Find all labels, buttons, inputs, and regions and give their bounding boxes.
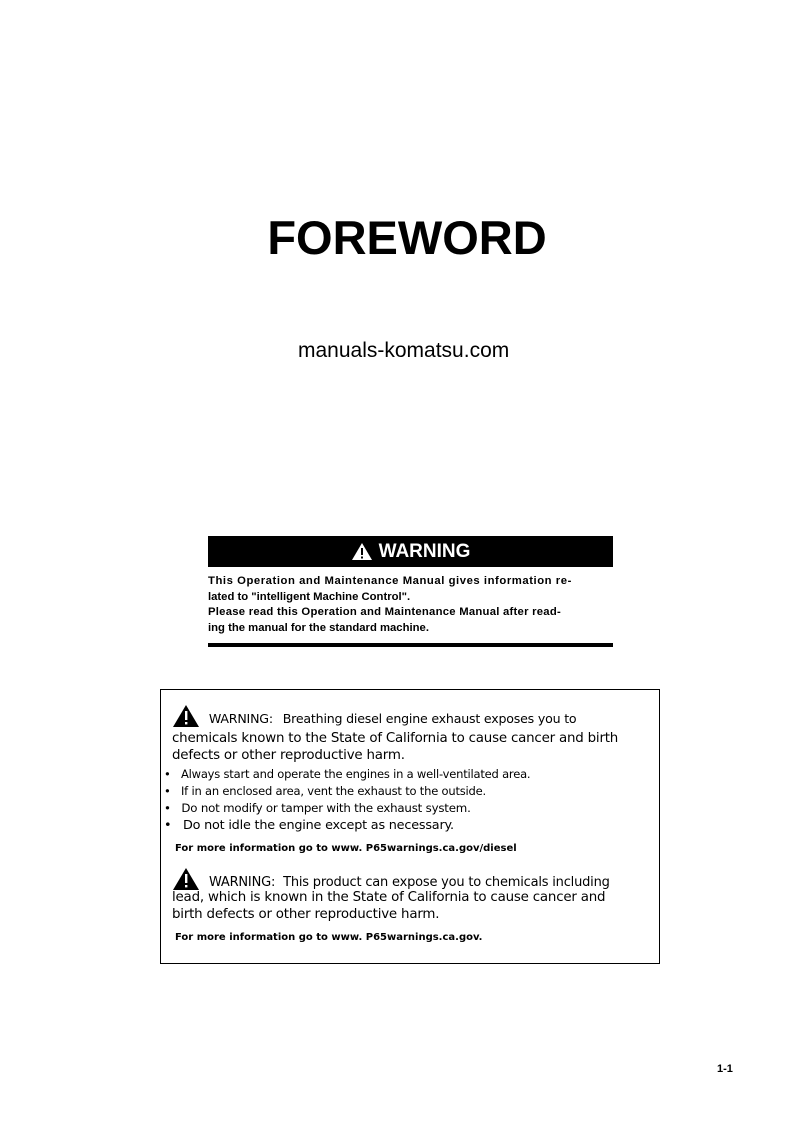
prop65-warning-2-heading: WARNING: This product can expose you to chemicals including — [173, 868, 610, 890]
warning-text-line: Please read this Operation and Maintenance Manual after read- — [208, 606, 561, 618]
warning-divider — [208, 643, 613, 647]
more-info-link-text: For more information go to www. P65warnings.ca.gov/diesel — [175, 843, 517, 854]
prop65-text-line: chemicals known to the State of California to cause cancer and birth — [172, 731, 619, 746]
prop65-warning-1-heading: WARNING: Breathing diesel engine exhaust exposes you to — [173, 705, 576, 727]
warning-text-line: lated to "intelligent Machine Control". — [208, 591, 411, 603]
prop65-warning-box — [160, 689, 660, 964]
page-number: 1-1 — [717, 1063, 733, 1075]
website-watermark: manuals-komatsu.com — [298, 339, 510, 362]
bullet-item: • If in an enclosed area, vent the exhaust to the outside. — [164, 784, 486, 798]
more-info-link-text: For more information go to www. P65warnings.ca.gov. — [175, 932, 483, 943]
bullet-item: • Do not idle the engine except as necessary. — [164, 818, 454, 833]
warning-triangle-icon — [173, 705, 199, 727]
warning-triangle-icon — [173, 868, 199, 890]
prop65-text-line: lead, which is known in the State of California to cause cancer and — [172, 890, 606, 905]
warning-header-label: WARNING — [378, 540, 471, 562]
bullet-item: • Always start and operate the engines in a well-ventilated area. — [164, 767, 531, 781]
warning-header — [208, 536, 613, 567]
bullet-item: • Do not modify or tamper with the exhaust system. — [164, 801, 471, 815]
warning-text-line: This Operation and Maintenance Manual gives information re- — [208, 575, 572, 587]
prop65-text-line: birth defects or other reproductive harm. — [172, 907, 440, 922]
page-title: FOREWORD — [267, 211, 547, 264]
warning-text-line: ing the manual for the standard machine. — [208, 622, 429, 634]
prop65-text-line: defects or other reproductive harm. — [172, 748, 405, 763]
warning-triangle-icon — [351, 542, 373, 561]
